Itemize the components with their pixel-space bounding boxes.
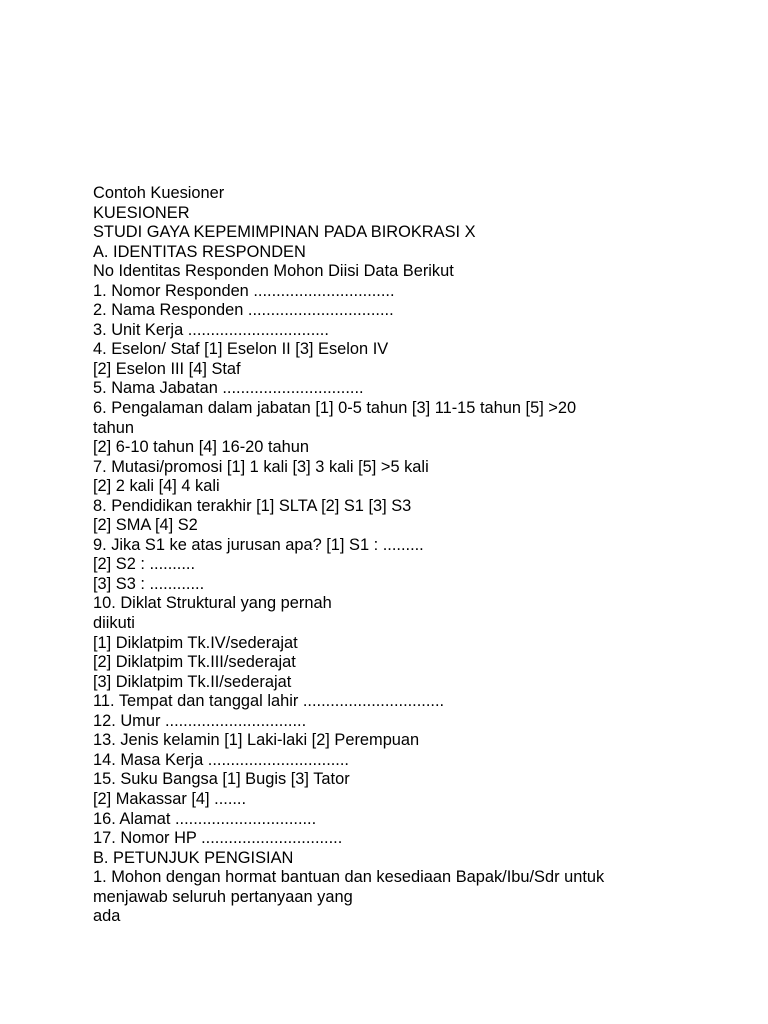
item-4-echelon-options: [2] Eselon III [4] Staf	[93, 359, 241, 378]
instruction-1: 1. Mohon dengan hormat bantuan dan kesediaan Bapak/Ibu/Sdr untuk	[93, 868, 605, 887]
item-10-continuation: diikuti	[93, 614, 135, 633]
item-2-respondent-name: 2. Nama Responden ................................	[93, 301, 394, 320]
item-17-phone-number: 17. Nomor HP ...............................	[93, 829, 343, 848]
item-16-address: 16. Alamat ...............................	[93, 809, 317, 828]
item-6-options: [2] 6-10 tahun [4] 16-20 tahun	[93, 438, 309, 457]
document-text-block	[93, 184, 713, 927]
section-a-instruction: No Identitas Responden Mohon Diisi Data Berikut	[93, 262, 454, 281]
study-title: STUDI GAYA KEPEMIMPINAN PADA BIROKRASI X	[93, 223, 476, 242]
instruction-1-continuation: menjawab seluruh pertanyaan yang	[93, 887, 353, 906]
item-6-continuation: tahun	[93, 418, 135, 437]
section-b-heading: B. PETUNJUK PENGISIAN	[93, 848, 294, 867]
item-9-major: 9. Jika S1 ke atas jurusan apa? [1] S1 : .........	[93, 535, 424, 554]
item-15-ethnicity: 15. Suku Bangsa [1] Bugis [3] Tator	[93, 770, 350, 789]
item-5-position-name: 5. Nama Jabatan ...............................	[93, 379, 364, 398]
item-13-gender: 13. Jenis kelamin [1] Laki-laki [2] Perempuan	[93, 731, 420, 750]
item-9-s3-option: [3] S3 : ............	[93, 574, 205, 593]
item-15-options: [2] Makassar [4] .......	[93, 789, 247, 808]
item-10-option-1: [1] Diklatpim Tk.IV/sederajat	[93, 633, 298, 652]
item-11-birthplace-date: 11. Tempat dan tanggal lahir ...............................	[93, 692, 445, 711]
section-a-heading: A. IDENTITAS RESPONDEN	[93, 242, 306, 261]
item-14-work-period: 14. Masa Kerja ...............................	[93, 750, 349, 769]
item-4-echelon: 4. Eselon/ Staf [1] Eselon II [3] Eselon IV	[93, 340, 389, 359]
questionnaire-heading: KUESIONER	[93, 203, 190, 222]
item-9-s2-option: [2] S2 : ..........	[93, 555, 196, 574]
item-8-education: 8. Pendidikan terakhir [1] SLTA [2] S1 [3] S3	[93, 496, 412, 515]
document-title: Contoh Kuesioner	[93, 184, 225, 202]
item-1-respondent-number: 1. Nomor Responden ...............................	[93, 281, 395, 300]
item-12-age: 12. Umur ...............................	[93, 711, 307, 730]
item-3-work-unit: 3. Unit Kerja ...............................	[93, 320, 329, 339]
item-7-options: [2] 2 kali [4] 4 kali	[93, 477, 220, 496]
item-10-option-2: [2] Diklatpim Tk.III/sederajat	[93, 653, 296, 672]
item-6-position-experience: 6. Pengalaman dalam jabatan [1] 0-5 tahun [3] 11-15 tahun [5] >20	[93, 399, 577, 418]
item-8-options: [2] SMA [4] S2	[93, 516, 198, 535]
item-10-structural-training: 10. Diklat Struktural yang pernah	[93, 594, 332, 613]
item-7-mutation: 7. Mutasi/promosi [1] 1 kali [3] 3 kali [5] >5 kali	[93, 457, 429, 476]
item-10-option-3: [3] Diklatpim Tk.II/sederajat	[93, 672, 292, 691]
instruction-1-end: ada	[93, 907, 121, 926]
